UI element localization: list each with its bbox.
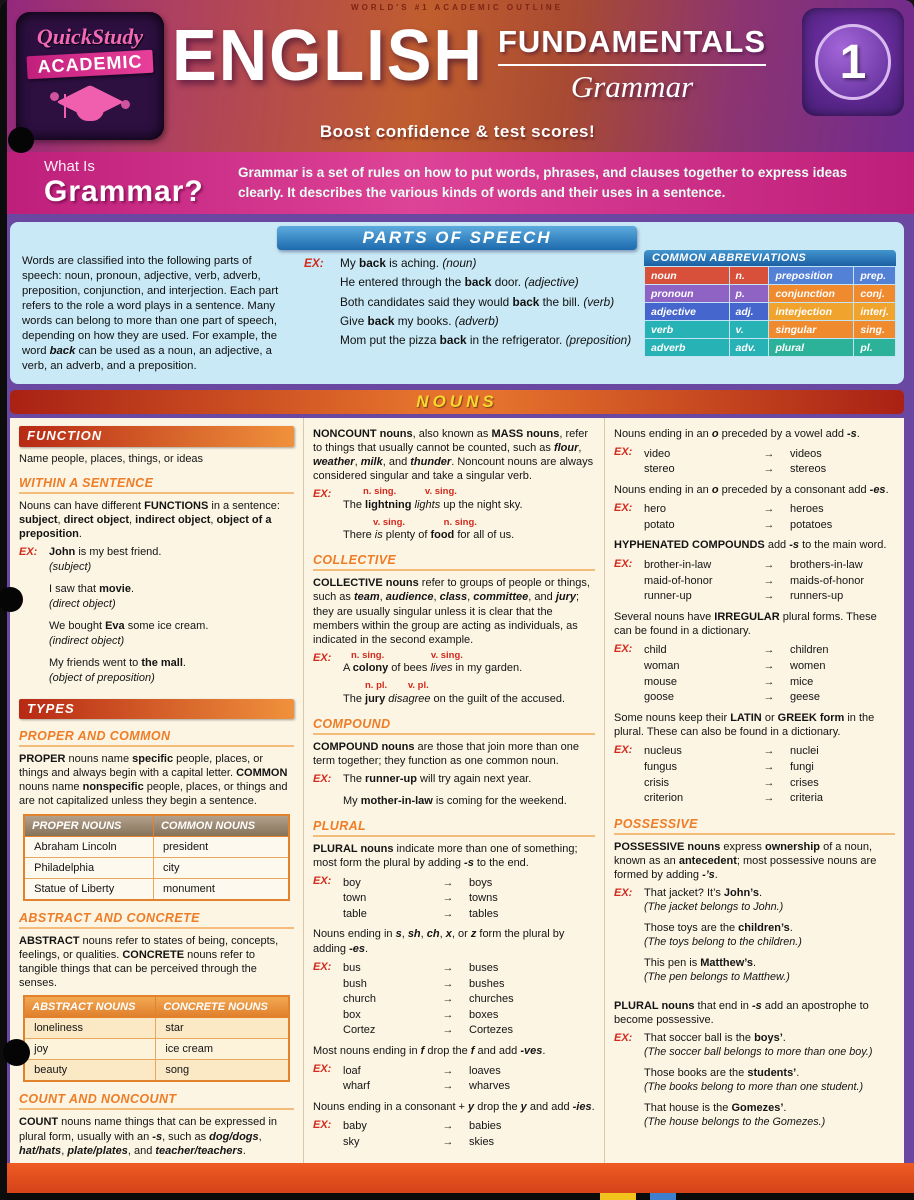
what-is-line1: What Is (44, 157, 95, 175)
word-pair: church → churches (343, 993, 514, 1006)
table-header-row (24, 996, 289, 1018)
column-noncount-plural (303, 418, 604, 1163)
arrow-icon: → (442, 1080, 454, 1093)
word-pair: nucleus → nuclei (644, 745, 819, 758)
possessive-plural-examples (614, 1031, 895, 1136)
peek-yellow (600, 1193, 636, 1200)
word-pair: bus → buses (343, 962, 499, 975)
rule-o-consonant: Nouns ending in an o preceded by a consonant add -es. (614, 483, 889, 496)
ex-label: EX: (614, 886, 633, 899)
arrow-icon: → (763, 463, 775, 476)
within-body: Nouns can have different FUNCTIONS in a sentence: subject, direct object, indirect object, object of a preposition. (19, 499, 280, 540)
word-pair: crisis → crises (644, 776, 819, 789)
example-note: (The toys belong to the children.) (644, 935, 802, 948)
arrow-icon: → (763, 590, 775, 603)
abbr-term: pronoun (645, 285, 730, 303)
gear-icon (121, 100, 130, 109)
example-sentence: A colony of bees lives in my garden. (343, 662, 523, 675)
example-sentence: We bought Eva some ice cream. (49, 620, 209, 633)
common-abbreviations-panel (644, 250, 896, 357)
word-pair: goose → geese (644, 691, 820, 704)
arrow-icon: → (442, 892, 454, 905)
rule-irregular: Several nouns have IRREGULAR plural forms. These can be found in a dictionary. (614, 610, 877, 637)
example-note: (indirect object) (49, 635, 125, 648)
table-row: Statue of Liberty monument (24, 878, 289, 900)
arrow-icon: → (763, 691, 775, 704)
example-sentence: Those books are the students’. (644, 1066, 800, 1079)
ex-label: EX: (614, 446, 633, 459)
proper-common-table (23, 814, 290, 901)
collective-body: COLLECTIVE nouns refer to groups of people or things, such as team, audience, class, committee, and jury; they are usually singular unless it is clear that the members within the group are acting as individuals, as indicated in the second example. (313, 577, 590, 646)
badge-circle: 1 (815, 24, 891, 100)
word-pair: runner-up → runners-up (644, 590, 844, 603)
rule-o-vowel: Nouns ending in an o preceded by a vowel add -s. (614, 428, 860, 440)
abbr-short: conj. (854, 285, 896, 303)
word-pair: loaf → loaves (343, 1064, 501, 1077)
proper-common-body: PROPER nouns name specific people, places, or things and always begin with a capital letter. COMMON nouns name nonspecific people, places, or things and are not capitalized unless they begin a sentence. (19, 753, 288, 808)
plural-examples-s (313, 874, 595, 922)
abbr-short: v. (729, 321, 769, 339)
abbr-short: adv. (729, 339, 769, 357)
subhead-proper-and-common: PROPER AND COMMON (19, 728, 294, 747)
what-is-body: Grammar is a set of rules on how to put words, phrases, and clauses together to express ideas clearly. It describes the various kinds of words and their uses in a sentence. (238, 164, 848, 200)
brand-academic: ACADEMIC (26, 50, 153, 80)
word-pair: maid-of-honor → maids-of-honor (644, 574, 864, 587)
word-pair: bush → bushes (343, 977, 505, 990)
arrow-icon: → (442, 1064, 454, 1077)
table-row: beauty song (24, 1060, 289, 1082)
parts-of-speech-intro: Words are classified into the following parts of speech: noun, pronoun, adjective, verb, adverb, preposition, conjunction, and interjection. Each part refers to the role a word plays in a sentence. Many words can belong to more than one part of speech, depending on how they are used. For example, the word back can be used as a noun, an adjective, a verb, an adverb, and a preposition. (22, 255, 279, 373)
ex-label: EX: (304, 256, 324, 270)
what-is-line2: Grammar? (44, 174, 204, 208)
possessive-body: POSSESSIVE nouns express ownership of a noun, known as an antecedent; most possessive nouns are formed by adding -’s. (614, 840, 877, 881)
plural-examples-f (313, 1062, 595, 1095)
arrow-icon: → (763, 559, 775, 572)
example-sentence: My mother-in-law is coming for the weekend. (343, 795, 567, 807)
example-note: (The soccer ball belongs to more than one boy.) (644, 1045, 873, 1058)
parts-of-speech-examples (304, 256, 644, 353)
quickstudy-logo (16, 12, 164, 140)
examples-irregular (614, 642, 895, 706)
tagline: Boost confidence & test scores! (319, 122, 596, 141)
compound-examples (313, 772, 595, 809)
world-tagline: WORLD'S #1 ACADEMIC OUTLINE (351, 3, 563, 12)
word-pair: criterion → criteria (644, 792, 824, 805)
ex-label: EX: (313, 875, 332, 888)
arrow-icon: → (763, 660, 775, 673)
types-header-bar: TYPES (19, 699, 294, 720)
brand-name: QuickStudy (36, 24, 144, 49)
ex-label: EX: (313, 1063, 332, 1076)
ex-label: EX: (614, 557, 633, 570)
parts-of-speech-title: PARTS OF SPEECH (277, 226, 637, 250)
subhead-plural: PLURAL (313, 818, 595, 837)
ex-label: EX: (614, 743, 633, 756)
word-pair: brother-in-law → brothers-in-law (644, 559, 863, 572)
bottom-bar (0, 1163, 914, 1200)
abbr-short: adj. (729, 303, 769, 321)
subtitle-grammar: Grammar (570, 69, 694, 104)
example-sentence: There is plenty of food for all of us. (343, 529, 515, 542)
parts-of-speech-section (10, 222, 904, 384)
plural-examples-y (313, 1118, 595, 1151)
table-row: Abraham Lincoln president (24, 836, 289, 857)
arrow-icon: → (442, 1120, 454, 1133)
table-header: PROPER NOUNS (24, 815, 153, 837)
example-sentence: The jury disagree on the guilt of the accused. (343, 692, 566, 705)
word-pair: video → videos (644, 447, 822, 460)
word-pair: wharf → wharves (343, 1080, 510, 1093)
abbr-term: singular (769, 321, 854, 339)
arrow-icon: → (442, 876, 454, 889)
header (0, 0, 914, 152)
grammar-labels: v. sing. n. sing. (373, 516, 477, 528)
ex-label: EX: (313, 772, 332, 785)
abbr-short: p. (729, 285, 769, 303)
possessive-plural-rule: PLURAL nouns that end in -s add an apostrophe to become possessive. (614, 999, 869, 1026)
within-examples (19, 545, 294, 694)
example-sentence: That jacket? It’s John’s. (644, 886, 762, 899)
arrow-icon: → (442, 1008, 454, 1021)
plural-rule-y: Nouns ending in a consonant + y drop the y and add -ies. (313, 1100, 595, 1113)
example-sentence: That soccer ball is the boys’. (644, 1031, 786, 1044)
example-sentence: He entered through the back door. (adjective) (340, 275, 579, 290)
arrow-icon: → (763, 745, 775, 758)
word-pair: stereo → stereos (644, 463, 827, 476)
nouns-content (10, 418, 904, 1163)
noncount-examples (313, 487, 595, 543)
hole-punch (3, 1039, 30, 1066)
subhead-possessive: POSSESSIVE (614, 816, 895, 835)
abbr-short: pl. (854, 339, 896, 357)
plural-examples-es (313, 960, 595, 1039)
ex-label: EX: (313, 960, 332, 973)
page-title: ENGLISH (172, 15, 484, 97)
abbr-short: n. (729, 267, 769, 285)
table-row: loneliness star (24, 1018, 289, 1039)
word-pair: boy → boys (343, 876, 493, 889)
word-pair: baby → babies (343, 1120, 502, 1133)
arrow-icon: → (442, 907, 454, 920)
abbr-term: adjective (645, 303, 730, 321)
column-plural-possessive (604, 418, 904, 1163)
example-sentence: The lightning lights up the night sky. (343, 498, 523, 511)
plural-rule-es: Nouns ending in s, sh, ch, x, or z form the plural by adding -es. (313, 928, 565, 955)
ex-label: EX: (313, 488, 332, 501)
ex-label: EX: (614, 642, 633, 655)
examples-o-vowel (614, 445, 895, 478)
example-sentence: I saw that movie. (49, 583, 134, 596)
examples-latin-greek (614, 743, 895, 807)
abbreviations-title: COMMON ABBREVIATIONS (644, 250, 896, 266)
word-pair: mouse → mice (644, 675, 814, 688)
example-sentence: Those toys are the children’s. (644, 921, 793, 934)
ex-label: EX: (313, 1118, 332, 1131)
word-pair: potato → potatoes (644, 518, 833, 531)
number-badge (802, 8, 904, 116)
arrow-icon: → (442, 977, 454, 990)
example-note: (subject) (49, 561, 92, 574)
abbr-row (645, 321, 896, 339)
abbr-row (645, 285, 896, 303)
compound-body: COMPOUND nouns are those that join more than one term together; they function as one common noun. (313, 740, 579, 767)
subtitle-fundamentals: FUNDAMENTALS (498, 24, 766, 66)
ex-label: EX: (19, 545, 38, 558)
subhead-within-a-sentence: WITHIN A SENTENCE (19, 475, 294, 494)
abstract-concrete-body: ABSTRACT nouns refer to states of being, concepts, feelings, or qualities. CONCRETE nouns refer to tangible things that can be perceived through the senses. (19, 934, 279, 990)
word-pair: box → boxes (343, 1008, 499, 1021)
subtitle-block (482, 24, 782, 105)
abbr-row (645, 267, 896, 285)
abbr-row (645, 339, 896, 357)
abbr-term: plural (769, 339, 854, 357)
abbr-term: conjunction (769, 285, 854, 303)
plural-body: PLURAL nouns indicate more than one of something; most form the plural by adding -s to the end. (313, 843, 578, 870)
arrow-icon: → (442, 1024, 454, 1037)
arrow-icon: → (442, 993, 454, 1006)
abbr-row (645, 303, 896, 321)
example-sentence: The runner-up will try again next year. (343, 772, 532, 785)
abbreviations-table (644, 266, 896, 357)
example-sentence: Both candidates said they would back the bill. (verb) (340, 294, 615, 309)
table-header: COMMON NOUNS (153, 815, 288, 837)
abbr-term: verb (645, 321, 730, 339)
examples-hyphenated (614, 557, 895, 605)
gear-icon (50, 92, 59, 101)
examples-o-consonant (614, 501, 895, 534)
noncount-body: NONCOUNT nouns, also known as MASS nouns, refer to things that usually cannot be counted, such as flour, weather, milk, and thunder. Noncount nouns are always considered singular and take a singular verb. (313, 428, 594, 483)
example-sentence: That house is the Gomezes’. (644, 1101, 787, 1114)
arrow-icon: → (763, 503, 775, 516)
peek-blue (650, 1193, 676, 1200)
example-sentence: My back is aching. (noun) (340, 256, 477, 270)
table-row: joy ice cream (24, 1039, 289, 1060)
example-note: (direct object) (49, 598, 116, 611)
abbr-short: sing. (854, 321, 896, 339)
arrow-icon: → (763, 447, 775, 460)
word-pair: town → towns (343, 892, 498, 905)
collective-examples (313, 651, 595, 707)
function-header-bar: FUNCTION (19, 426, 294, 447)
function-body: Name people, places, things, or ideas (19, 452, 204, 465)
example-sentence: This pen is Matthew’s. (644, 956, 757, 969)
example-sentence: My friends went to the mall. (49, 657, 186, 670)
grammar-labels: n. pl. v. pl. (365, 680, 429, 692)
grammar-labels: n. sing. v. sing. (351, 649, 463, 661)
hole-punch (8, 127, 34, 153)
ex-label: EX: (313, 651, 332, 664)
abstract-concrete-table (23, 995, 290, 1082)
word-pair: woman → women (644, 660, 826, 673)
arrow-icon: → (763, 518, 775, 531)
arrow-icon: → (763, 776, 775, 789)
table-header-row (24, 815, 289, 837)
word-pair: fungus → fungi (644, 760, 814, 773)
table-header: CONCRETE NOUNS (156, 996, 289, 1018)
word-pair: sky → skies (343, 1135, 495, 1148)
what-is-grammar-band (0, 152, 914, 214)
example-sentence: John is my best friend. (49, 545, 162, 558)
abbr-term: adverb (645, 339, 730, 357)
abbr-term: noun (645, 267, 730, 285)
ex-label: EX: (614, 501, 633, 514)
rule-latin-greek: Some nouns keep their LATIN or GREEK form in the plural. These can also be found in a dictionary. (614, 711, 875, 738)
arrow-icon: → (442, 1135, 454, 1148)
subhead-compound: COMPOUND (313, 716, 595, 735)
subhead-abstract-and-concrete: ABSTRACT AND CONCRETE (19, 910, 294, 929)
example-note: (object of preposition) (49, 672, 155, 685)
plural-rule-f: Most nouns ending in f drop the f and add -ves. (313, 1045, 546, 1058)
example-note: (The jacket belongs to John.) (644, 901, 784, 914)
arrow-icon: → (442, 962, 454, 975)
what-is-label (0, 158, 238, 209)
grammar-labels: n. sing. v. sing. (363, 486, 457, 498)
word-pair: Cortez → Cortezes (343, 1024, 514, 1037)
example-note: (The books belong to more than one student.) (644, 1080, 864, 1093)
example-note: (The house belongs to the Gomezes.) (644, 1115, 826, 1128)
subhead-collective: COLLECTIVE (313, 552, 595, 571)
graduation-cap-icon (48, 86, 132, 134)
arrow-icon: → (763, 644, 775, 657)
table-header: ABSTRACT NOUNS (24, 996, 156, 1018)
arrow-icon: → (763, 760, 775, 773)
count-noncount-body: COUNT nouns name things that can be expressed in plural form, usually with an -s, such as dog/dogs, hat/hats, plate/plates, and teacher/teachers. (19, 1116, 278, 1157)
column-function-types (10, 418, 303, 1163)
arrow-icon: → (763, 675, 775, 688)
word-pair: hero → heroes (644, 503, 824, 516)
abbr-term: interjection (769, 303, 854, 321)
page-peek (0, 1193, 914, 1200)
nouns-section-title: NOUNS (10, 390, 904, 414)
example-note: (The pen belongs to Matthew.) (644, 970, 790, 983)
word-pair: table → tables (343, 907, 499, 920)
example-sentence: Give back my books. (adverb) (340, 313, 499, 328)
abbr-short: interj. (854, 303, 896, 321)
arrow-icon: → (763, 792, 775, 805)
abbr-short: prep. (854, 267, 896, 285)
arrow-icon: → (763, 574, 775, 587)
example-sentence: Mom put the pizza back in the refrigerator. (preposition) (340, 333, 632, 348)
rule-hyphenated: HYPHENATED COMPOUNDS add -s to the main word. (614, 539, 887, 552)
subhead-count-and-noncount: COUNT AND NONCOUNT (19, 1091, 294, 1110)
ex-label: EX: (614, 1031, 633, 1044)
abbr-term: preposition (769, 267, 854, 285)
word-pair: child → children (644, 644, 829, 657)
table-row: Philadelphia city (24, 857, 289, 878)
possessive-examples (614, 886, 895, 991)
